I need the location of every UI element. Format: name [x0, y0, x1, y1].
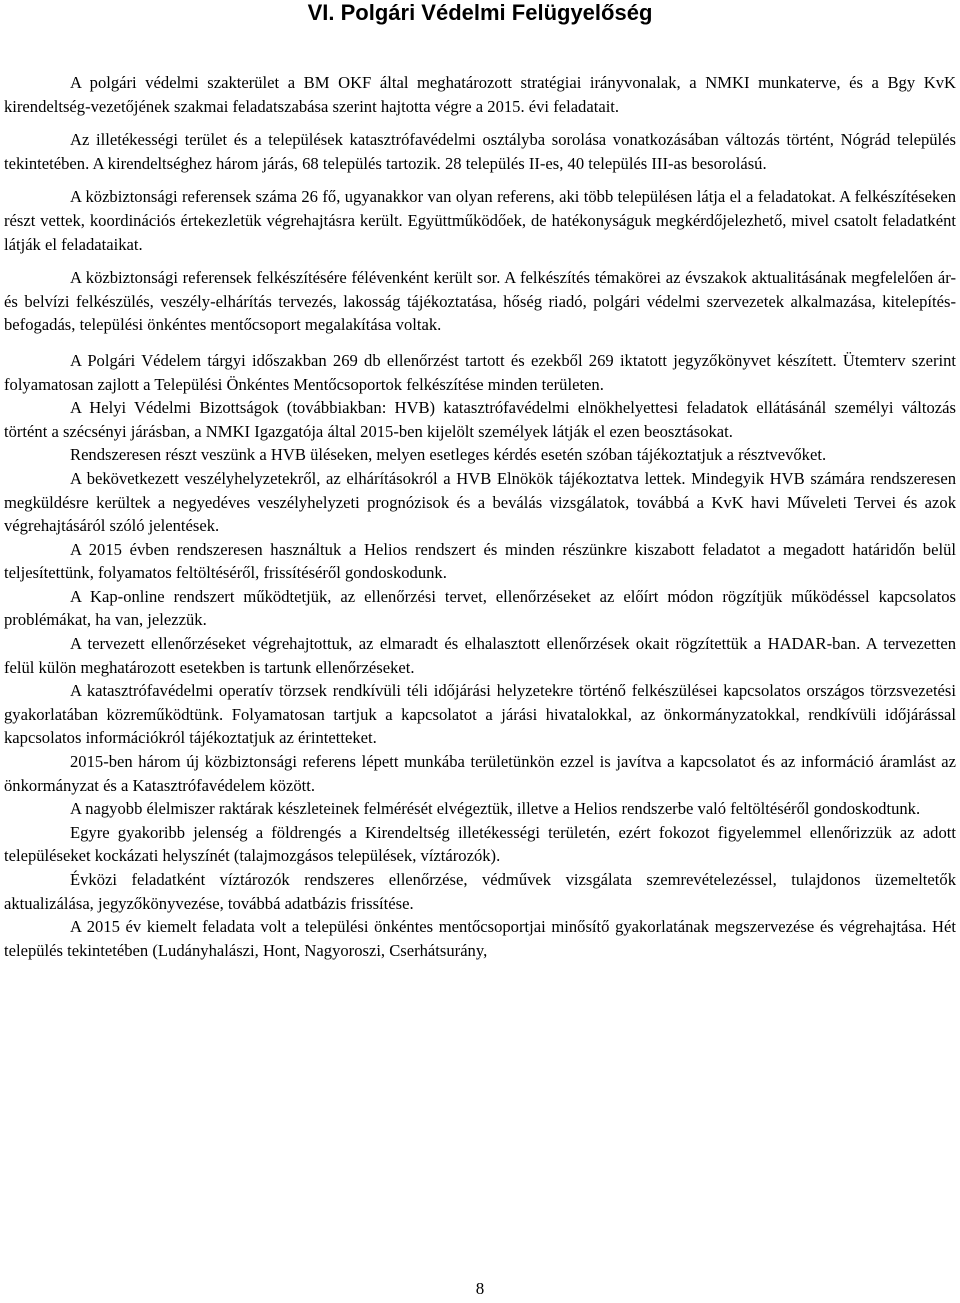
paragraph-inspections: A Polgári Védelem tárgyi időszakban 269 db ellenőrzést tartott és ezekből 269 iktatott jegyzőkönyvet készített. Ütemterv szerint folyamatosan zajlott a Települési Önkéntes Mentőcsoportok felkészítése minden területen.: [4, 350, 956, 394]
paragraph-referents: A közbiztonsági referensek száma 26 fő, ugyanakkor van olyan referens, aki több településen látja el a feladatokat. A felkészítéseken részt vettek, koordinációs értekezletük végrehajtásra került. Együttműködőek, de hatékonyságuk megkérdőjelezhető, mivel csatolt feladatként látják el feladataikat.: [4, 187, 956, 254]
paragraph-territory: Az illetékességi terület és a települések katasztrófavédelmi osztályba sorolása vonatkozásában változás történt, Nógrád település tekintetében. A kirendeltséghez három járás, 68 település tartozik. 28 település II-es, 40 település III-as besorolású.: [4, 130, 956, 173]
paragraph-kap-online: A Kap-online rendszert működtetjük, az ellenőrzési tervet, ellenőrzéseket az előírt módon rögzítjük működéssel kapcsolatos problémákat, ha van, jelezzük.: [4, 586, 956, 630]
paragraph-food-warehouses: A nagyobb élelmiszer raktárak készleteinek felmérését elvégeztük, illetve a Helios rendszerbe való feltöltéséről gondoskodtunk.: [70, 799, 921, 819]
page-number: 8: [475, 1279, 485, 1298]
paragraph-new-referents: 2015-ben három új közbiztonsági referens lépett munkába területünkön ezzel is javítva a kapcsolatot és az információ áramlást az önkormányzat és a Katasztrófavédelem között.: [4, 752, 956, 795]
section-heading: VI. Polgári Védelmi Felügyelőség: [307, 0, 653, 25]
paragraph-hvb-meetings: Rendszeresen részt veszünk a HVB üléseken, melyen esetleges kérdés esetén szóban tájékoztatjuk a résztvevőket.: [70, 445, 827, 465]
paragraph-training: A közbiztonsági referensek felkészítésére félévenként került sor. A felkészítés témakörei az évszakok aktualitásának megfelelően ár- és belvízi felkészülés, veszély-elhárítás tervezés, lakosság tájékoztatása, hőség riadó, polgári védelmi szervezetek alkalmazása, kitelepítés-befogadás, települési önkéntes mentőcsoport megalakítása voltak.: [4, 268, 956, 335]
paragraph-hadar: A tervezett ellenőrzéseket végrehajtottuk, az elmaradt és elhalasztott ellenőrzések okait rögzítettük a HADAR-ban. A tervezetten felül külön meghatározott esetekben is tartunk ellenőrzéseket.: [4, 634, 956, 677]
paragraph-earthquakes: Egyre gyakoribb jelenség a földrengés a Kirendeltség illetékességi területén, ezért fokozot figyelemmel ellenőrizzük az adott településeket kockázati helyszínét (talajmozgásos települések, víztározók).: [4, 822, 956, 866]
paragraph-intro: A polgári védelmi szakterület a BM OKF által meghatározott stratégiai irányvonalak, a NMKI munkaterve, és a Bgy KvK kirendeltség-vezetőjének szakmai feladatszabása szerint hajtotta végre a 2015. évi feladatait.: [4, 73, 956, 116]
paragraph-reservoirs: Évközi feladatként víztározók rendszeres ellenőrzése, védművek vizsgálata szemrevételezéssel, tulajdonos üzemeltetők aktualizálása, jegyzőkönyvezése, továbbá adatbázis frissítése.: [4, 870, 956, 913]
document-body: [4, 71, 956, 962]
paragraph-helios: A 2015 évben rendszeresen használtuk a Helios rendszert és minden részünkre kiszabott feladatot a megadott határidőn belül teljesítettünk, folyamatos feltöltéséről, frissítéséről gondoskodunk.: [4, 539, 956, 583]
paragraph-rescue-teams: A 2015 év kiemelt feladata volt a települési önkéntes mentőcsoportjai minősítő gyakorlatának megszervezése és végrehajtása. Hét település tekintetében (Ludányhalászi, Hont, Nagyoroszi, Cserhátsurány,: [4, 917, 956, 960]
paragraph-hvb: A Helyi Védelmi Bizottságok (továbbiakban: HVB) katasztrófavédelmi elnökhelyettesi feladatok ellátásánál személyi változás történt a szécsényi járásban, a NMKI Igazgatója által 2015-ben kijelölt személyek látják el ezen beosztásokat.: [4, 398, 956, 441]
paragraph-operative-staff: A katasztrófavédelmi operatív törzsek rendkívüli téli időjárási helyzetekre történő felkészülései kapcsolatos országos törzsvezetési gyakorlatában közreműködtünk. Folyamatosan tartjuk a kapcsolatot a járási hivatalokkal, az önkormányzatokkal, rendkívüli időjárással kapcsolatos információkról tájékoztatjuk az érintetteket.: [4, 681, 956, 748]
paragraph-emergencies: A bekövetkezett veszélyhelyzetekről, az elhárításokról a HVB Elnökök tájékoztatva lettek. Mindegyik HVB számára rendszeresen megküldésre kerültek a negyedéves veszélyhelyzeti prognózisok és a beválás vizsgálatok, továbbá a KvK havi Műveleti Tervei és azok végrehajtásáról szóló jelentések.: [4, 468, 956, 536]
